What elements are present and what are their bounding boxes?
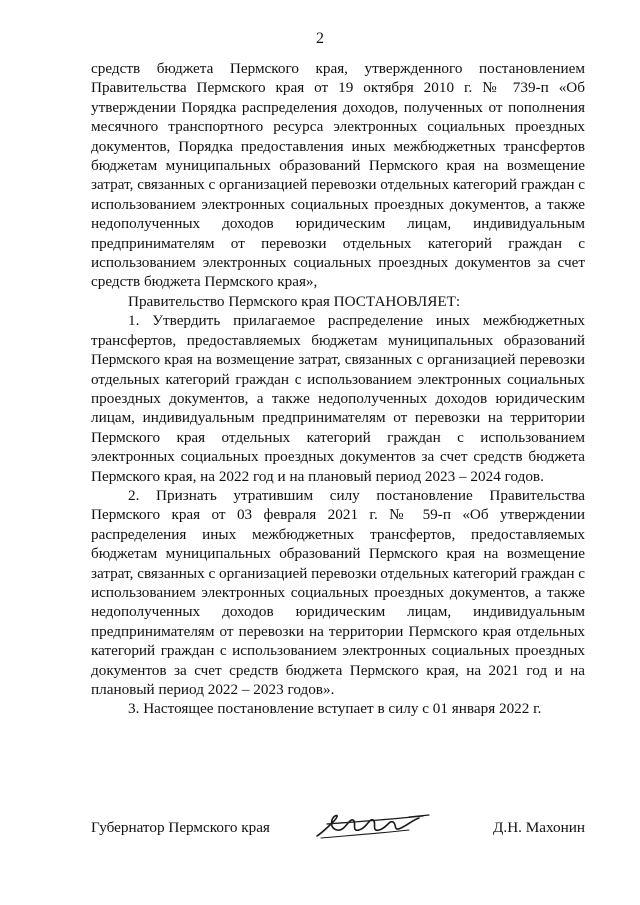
paragraph-item-2: 2. Признать утратившим силу постановление Правительства Пермского края от 03 февраля 2021 г. № 59-п «Об утверждении распределения иных межбюджетных трансфертов, предоставляемых бюджетам муниципальных образований Пермского края на возмещение затрат, связанных с организацией перевозки отдельных категорий граждан с использованием электронных социальных проездных документов, а также недополученных доходов юридическим лицам, индивидуальным предпринимателям от перевозки на территории Пермского края отдельных категорий граждан с использованием электронных социальных проездных документов за счет средств бюджета Пермского края, на 2021 год и на плановый период 2022 – 2023 годов». [91,486,585,698]
page-number: 2 [316,30,324,47]
signatory-position: Губернатор Пермского края [91,819,270,836]
signatory-name: Д.Н. Махонин [493,819,585,836]
handwritten-signature-icon [313,808,433,842]
paragraph-item-3: 3. Настоящее постановление вступает в силу с 01 января 2022 г. [128,700,542,718]
document-body [91,59,585,719]
paragraph-preamble-continuation: средств бюджета Пермского края, утвержденного постановлением Правительства Пермского края от 19 октября 2010 г. № 739-п «Об утверждении Порядка распределения доходов, полученных от пополнения месячного транспортного ресурса электронных социальных проездных документов, Порядка предоставления иных межбюджетных трансфертов бюджетам муниципальных образований Пермского края на возмещение затрат, связанных с организацией перевозки отдельных категорий граждан с использованием электронных социальных проездных документов, а также недополученных доходов юридическим лицам, индивидуальным предпринимателям от перевозки отдельных категорий граждан с использованием электронных социальных проездных документов за счет средств бюджета Пермского края», [91,60,585,291]
signature-block [91,808,585,848]
paragraph-resolution-statement: Правительство Пермского края ПОСТАНОВЛЯЕТ: [128,292,461,310]
paragraph-item-1: 1. Утвердить прилагаемое распределение иных межбюджетных трансфертов, предоставляемых бюджетам муниципальных образований Пермского края на возмещение затрат, связанных с организацией перевозки отдельных категорий граждан с использованием электронных социальных проездных документов, а также недополученных доходов юридическим лицам, индивидуальным предпринимателям от перевозки на территории Пермского края отдельных категорий граждан с использованием электронных социальных проездных документов за счет средств бюджета Пермского края, на 2022 год и на плановый период 2023 – 2024 годов. [91,312,585,485]
